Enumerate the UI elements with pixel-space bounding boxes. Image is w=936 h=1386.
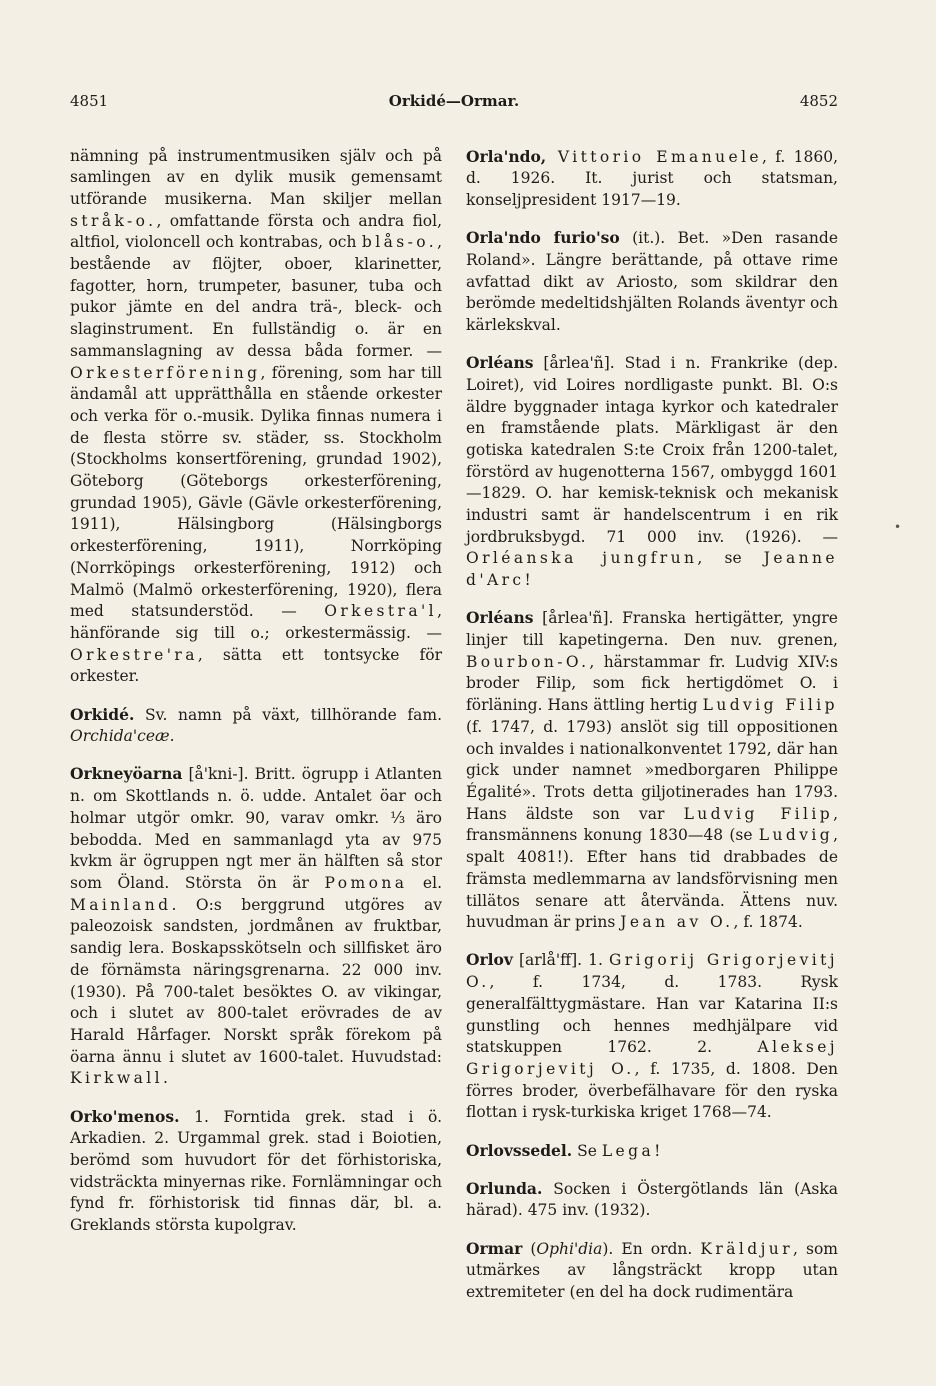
entry-orlando-furioso: Orla'ndo furio'so (it.). Bet. »Den rasande Roland». Längre berättande, på ottave rime avfattad dikt av Ariosto, som skildrar den berömde medeltidshjälten Rolands äventyr och kärlekskval. xyxy=(466,228,838,334)
entry-orkneyoarna: Orkneyöarna [å'kni-]. Britt. ögrupp i Atlanten n. om Skottlands n. ö. udde. Antalet öar och holmar utgör omkr. 90, varav omkr. ⅓ äro bebodda. Med en sammanlagd yta av 975 kvkm är ögruppen ngt mer än hälften så stor som Öland. Största ön är Pomona el. Mainland. O:s berggrund utgöres av paleozoisk sandsten, jordmånen av fruktbar, sandig lera. Boskapsskötseln och sillfisket äro de förnämsta näringsgrenarna. 22 000 inv. (1930). På 700-talet besöktes O. av vikingar, och i slutet av 800-talet erövrades de av Harald Hårfager. Norskt språk förekom på öarna ännu i slutet av 1600-talet. Huvudstad: Kirkwall. xyxy=(70,764,442,1088)
headword: Orlunda. xyxy=(466,1178,543,1198)
headword: Ormar xyxy=(466,1238,523,1258)
headword: Orléans xyxy=(466,353,534,373)
running-title: Orkidé—Ormar. xyxy=(388,92,520,110)
entry-orleans-city: Orléans [årlea'ñ]. Stad i n. Frankrike (dep. Loiret), vid Loires nordligaste punkt. Bl. O:s äldre byggnader intaga kyrkor och katedraler en framstående plats. Märkligast är den gotiska katedralen S:te Croix från 1200-talet, förstörd av hugenotterna 1567, ombyggd 1601—1829. O. har kemisk-teknisk och mekanisk industri samt är handelscentrum i en rik jordbruksbygd. 71 000 inv. (1926). — Orléanska jungfrun, se Jeanne d'Arc! xyxy=(466,353,838,590)
entry-orleans-family: Orléans [årlea'ñ]. Franska hertigätter, yngre linjer till kapetingerna. Den nuv. grenen, Bourbon-O., härstammar fr. Ludvig XIV:s broder Filip, som fick hertigdömet O. i förläning. Hans ättling hertig Ludvig Filip (f. 1747, d. 1793) anslöt sig till oppositionen och invaldes i nationalkonventet 1792, där han gick under namnet »medborgaren Philippe Égalité». Trots detta giljotinerades han 1793. Hans äldste son var Ludvig Filip, fransmännens konung 1830—48 (se Ludvig, spalt 4081!). Efter hans tid drabbades de främsta medlemmarna av landsförvisning men tillätos senare att återvända. Ättens nuv. huvudman är prins Jean av O., f. 1874. xyxy=(466,608,838,932)
entry-orkester-continuation: nämning på instrumentmusiken själv och på samlingen av en dylik musik gemensamt utförande musikerna. Man skiljer mellan stråk-o., omfattande första och andra fiol, altfiol, violoncell och kontrabas, och blås-o., bestående av flöjter, oboer, klarinetter, fagotter, horn, trumpeter, basuner, tuba och pukor jämte en del andra trä-, bleck- och slaginstrument. En fullständig o. är en sammanslagning av dessa båda former. — Orkesterförening, förening, som har till ändamål att upprätthålla en stående orkester och verka för o.-musik. Dylika finnas numera i de flesta större sv. städer, ss. Stockholm (Stockholms konsertförening, grundad 1902), Göteborg (Göteborgs orkesterförening, grundad 1905), Gävle (Gävle orkesterförening, 1911), Hälsingborg (Hälsingborgs orkesterförening, 1911), Norrköping (Norrköpings orkesterförening, 1912) och Malmö (Malmö orkesterförening, 1920), flera med statsunderstöd. — Orkestra'l, hänförande sig till o.; orkestermässig. — Orkestre'ra, sätta ett tontsycke för orkester. xyxy=(70,146,442,686)
entry-orlov: Orlov [arlå'ff]. 1. Grigorij Grigorjevitj O., f. 1734, d. 1783. Rysk generalfälttygmästare. Han var Katarina II:s gunstling och hennes medhjälpare vid statskuppen 1762. 2. Aleksej Grigorjevitj O., f. 1735, d. 1808. Den förres broder, överbefälhavare för den ryska flottan i rysk-turkiska kriget 1768—74. xyxy=(466,950,838,1122)
page-number-right: 4852 xyxy=(799,92,838,110)
entry-ormar: Ormar (Ophi'dia). En ordn. Kräldjur, som utmärkes av långsträckt kropp utan extremiteter (en del ha dock rudimentära xyxy=(466,1238,838,1302)
headword: Orko'menos. xyxy=(70,1106,180,1126)
headword: Orlovssedel. xyxy=(466,1140,573,1160)
headword: Orkidé. xyxy=(70,704,135,724)
headword: Orla'ndo furio'so xyxy=(466,228,620,248)
headword: Orléans xyxy=(466,608,534,628)
entry-orlovssedel: Orlovssedel. Se Lega! xyxy=(466,1140,661,1160)
headword: Orla'ndo, xyxy=(466,146,547,166)
margin-dot-mark: • xyxy=(894,520,902,534)
entry-orkide: Orkidé. Sv. namn på växt, tillhörande fam. Orchida'ceæ. xyxy=(70,704,442,746)
headword: Orlov xyxy=(466,950,513,970)
page-header xyxy=(70,92,838,116)
entry-orkomenos: Orko'menos. 1. Forntida grek. stad i ö. Arkadien. 2. Urgammal grek. stad i Boiotien, berömd som huvudort för det förhistoriska, vidsträckta minyernas rike. Fornlämningar och fynd fr. förhistorisk tid finnas där, bl. a. Greklands största kupolgrav. xyxy=(70,1106,442,1235)
entry-orlando: Orla'ndo, Vittorio Emanuele, f. 1860, d. 1926. It. jurist och statsman, konseljpresident 1917—19. xyxy=(466,146,839,209)
left-column xyxy=(70,130,442,1245)
entry-orlunda: Orlunda. Socken i Östergötlands län (Aska härad). 475 inv. (1932). xyxy=(466,1178,838,1220)
right-column xyxy=(466,130,838,1312)
headword: Orkneyöarna xyxy=(70,764,183,784)
page-number-left: 4851 xyxy=(70,92,109,110)
